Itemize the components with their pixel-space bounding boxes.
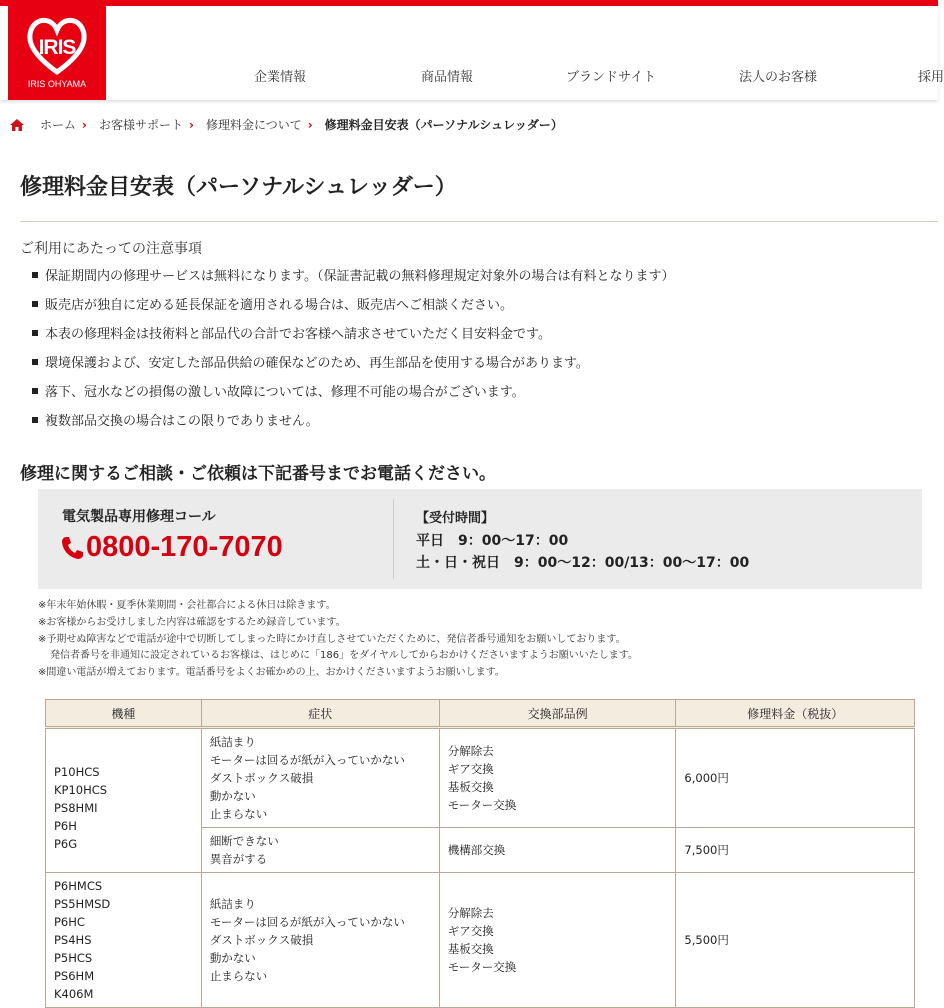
breadcrumb-repair-fees[interactable]: 修理料金について bbox=[205, 118, 302, 132]
header-model: 機種 bbox=[46, 700, 202, 728]
part: 機構部交換 bbox=[447, 843, 506, 857]
model-name: K406M bbox=[54, 987, 94, 1001]
symptom: 動かない bbox=[209, 789, 256, 803]
contact-heading: 修理に関するご相談・ご依頼は下記番号までお電話ください。 bbox=[20, 464, 496, 484]
part: 基板交換 bbox=[447, 942, 494, 956]
note-item: 複数部品交換の場合はこの限りでありません。 bbox=[32, 407, 674, 436]
model-name: P6G bbox=[54, 836, 78, 851]
model-name: P10HCS bbox=[54, 764, 100, 779]
part: 基板交換 bbox=[447, 780, 494, 794]
part: ギア交換 bbox=[447, 924, 494, 938]
phone-notes bbox=[38, 598, 638, 682]
symptom: 動かない bbox=[209, 951, 256, 965]
price-cell: 6,000円 bbox=[676, 728, 915, 828]
notes-list bbox=[32, 262, 674, 436]
site-header bbox=[0, 6, 944, 100]
hours-weekday: 平日 9：00〜17：00 bbox=[416, 533, 569, 549]
breadcrumb bbox=[10, 116, 563, 133]
model-name: KP10HCS bbox=[54, 782, 108, 797]
note-item: 保証期間内の修理サービスは無料になります。（保証書記載の無料修理規定対象外の場合は有料となります） bbox=[32, 262, 674, 291]
phone-note: ※年末年始休暇・夏季休業期間・会社都合による休日は除きます。 bbox=[38, 600, 336, 611]
price-cell: 7,500円 bbox=[676, 828, 915, 873]
phone-note: ※間違い電話が増えております。電話番号をよくお確かめの上、おかけくださいますようお願いします。 bbox=[38, 667, 505, 679]
part: 分解除去 bbox=[447, 744, 494, 758]
model-name: P6HMCS bbox=[54, 879, 103, 893]
phone-number[interactable] bbox=[60, 531, 283, 564]
nav-business[interactable]: 法人のお客様 bbox=[739, 70, 818, 85]
note-item: 落下、冠水などの損傷の激しい故障については、修理不可能の場合がございます。 bbox=[32, 378, 674, 407]
brand-logo[interactable] bbox=[8, 6, 106, 100]
model-name: PS8HMI bbox=[54, 800, 98, 815]
symptom: 紙詰まり bbox=[209, 735, 256, 749]
phone-note: ※お客様からお受けしました内容は確認をするため録音しています。 bbox=[38, 616, 346, 628]
symptom: 止まらない bbox=[209, 807, 268, 821]
model-name: P5HCS bbox=[54, 951, 93, 965]
breadcrumb-support[interactable]: お客様サポート bbox=[98, 118, 183, 132]
part: モーター交換 bbox=[447, 960, 517, 974]
notes-heading: ご利用にあたっての注意事項 bbox=[20, 241, 202, 257]
logo-wordmark: IRIS bbox=[38, 36, 76, 59]
model-name: P6H bbox=[54, 818, 77, 833]
note-item: 本表の修理料金は技術料と部品代の合計でお客様へ請求させていただく目安料金です。 bbox=[32, 320, 674, 349]
phone-icon bbox=[60, 535, 84, 561]
model-name: PS4HS bbox=[54, 933, 92, 947]
price-cell: 5,500円 bbox=[676, 873, 915, 1008]
page-title: 修理料金目安表（パーソナルシュレッダー） bbox=[20, 175, 457, 200]
parts-cell bbox=[439, 828, 676, 873]
model-name: PS6HM bbox=[54, 969, 95, 983]
header-symptom: 症状 bbox=[201, 700, 439, 728]
chevron-right-icon: › bbox=[82, 117, 87, 132]
symptoms-cell bbox=[201, 728, 439, 828]
header-parts: 交換部品例 bbox=[439, 700, 676, 728]
logo-subtext: IRIS OHYAMA bbox=[27, 79, 87, 89]
symptom: 止まらない bbox=[209, 969, 268, 983]
call-label: 電気製品専用修理コール bbox=[62, 509, 216, 525]
symptom: 細断できない bbox=[209, 834, 279, 848]
hours-label: 【受付時間】 bbox=[416, 511, 495, 526]
symptom: 異音がする bbox=[209, 852, 268, 866]
nav-recruit[interactable]: 採用 bbox=[918, 70, 944, 85]
nav-corporate[interactable]: 企業情報 bbox=[254, 70, 307, 85]
phone-number-text: 0800-170-7070 bbox=[86, 531, 283, 563]
symptoms-cell bbox=[201, 873, 439, 1008]
note-item: 環境保護および、安定した部品供給の確保などのため、再生部品を使用する場合があります。 bbox=[32, 349, 674, 378]
home-icon[interactable] bbox=[10, 119, 24, 131]
repair-fee-table bbox=[45, 699, 915, 1008]
symptom: モーターは回るが紙が入っていかない bbox=[209, 753, 405, 767]
contact-divider bbox=[393, 499, 394, 579]
table-header-row bbox=[46, 700, 915, 728]
symptom: ダストボックス破損 bbox=[209, 771, 314, 785]
models-cell bbox=[46, 873, 202, 1008]
part: 分解除去 bbox=[447, 906, 494, 920]
chevron-right-icon: › bbox=[307, 117, 313, 132]
model-name: P6HC bbox=[54, 915, 85, 929]
nav-brand-site[interactable]: ブランドサイト bbox=[566, 70, 657, 85]
symptom: ダストボックス破損 bbox=[209, 933, 314, 947]
part: ギア交換 bbox=[447, 762, 494, 776]
note-item: 販売店が独自に定める延長保証を適用される場合は、販売店へご相談ください。 bbox=[32, 291, 674, 320]
models-cell bbox=[46, 728, 202, 873]
model-name: PS5HMSD bbox=[54, 897, 111, 911]
phone-note: 発信者番号を非通知に設定されているお客様は、はじめに「186」をダイヤルしてからおかけくださいますようお願いいたします。 bbox=[50, 650, 638, 662]
symptom: モーターは回るが紙が入っていかない bbox=[209, 915, 405, 929]
table-row bbox=[46, 873, 915, 1008]
symptoms-cell bbox=[201, 828, 439, 873]
breadcrumb-current: 修理料金目安表（パーソナルシュレッダー） bbox=[324, 118, 563, 132]
chevron-right-icon: › bbox=[188, 117, 194, 132]
title-divider bbox=[20, 221, 938, 222]
part: モーター交換 bbox=[447, 798, 517, 812]
hours-weekend: 土・日・祝日 9：00〜12：00/13：00〜17：00 bbox=[416, 555, 750, 571]
breadcrumb-home[interactable]: ホーム bbox=[40, 118, 77, 132]
phone-note: ※予期せぬ障害などで電話が途中で切断してしまった時にかけ直しさせていただくために、発信者番号通知をお願いしております。 bbox=[38, 633, 626, 645]
table-row bbox=[46, 728, 915, 828]
parts-cell bbox=[439, 873, 676, 1008]
nav-products[interactable]: 商品情報 bbox=[421, 70, 474, 85]
symptom: 紙詰まり bbox=[209, 897, 256, 911]
contact-box bbox=[38, 489, 922, 589]
header-price: 修理料金（税抜） bbox=[676, 700, 915, 728]
parts-cell bbox=[439, 728, 676, 828]
